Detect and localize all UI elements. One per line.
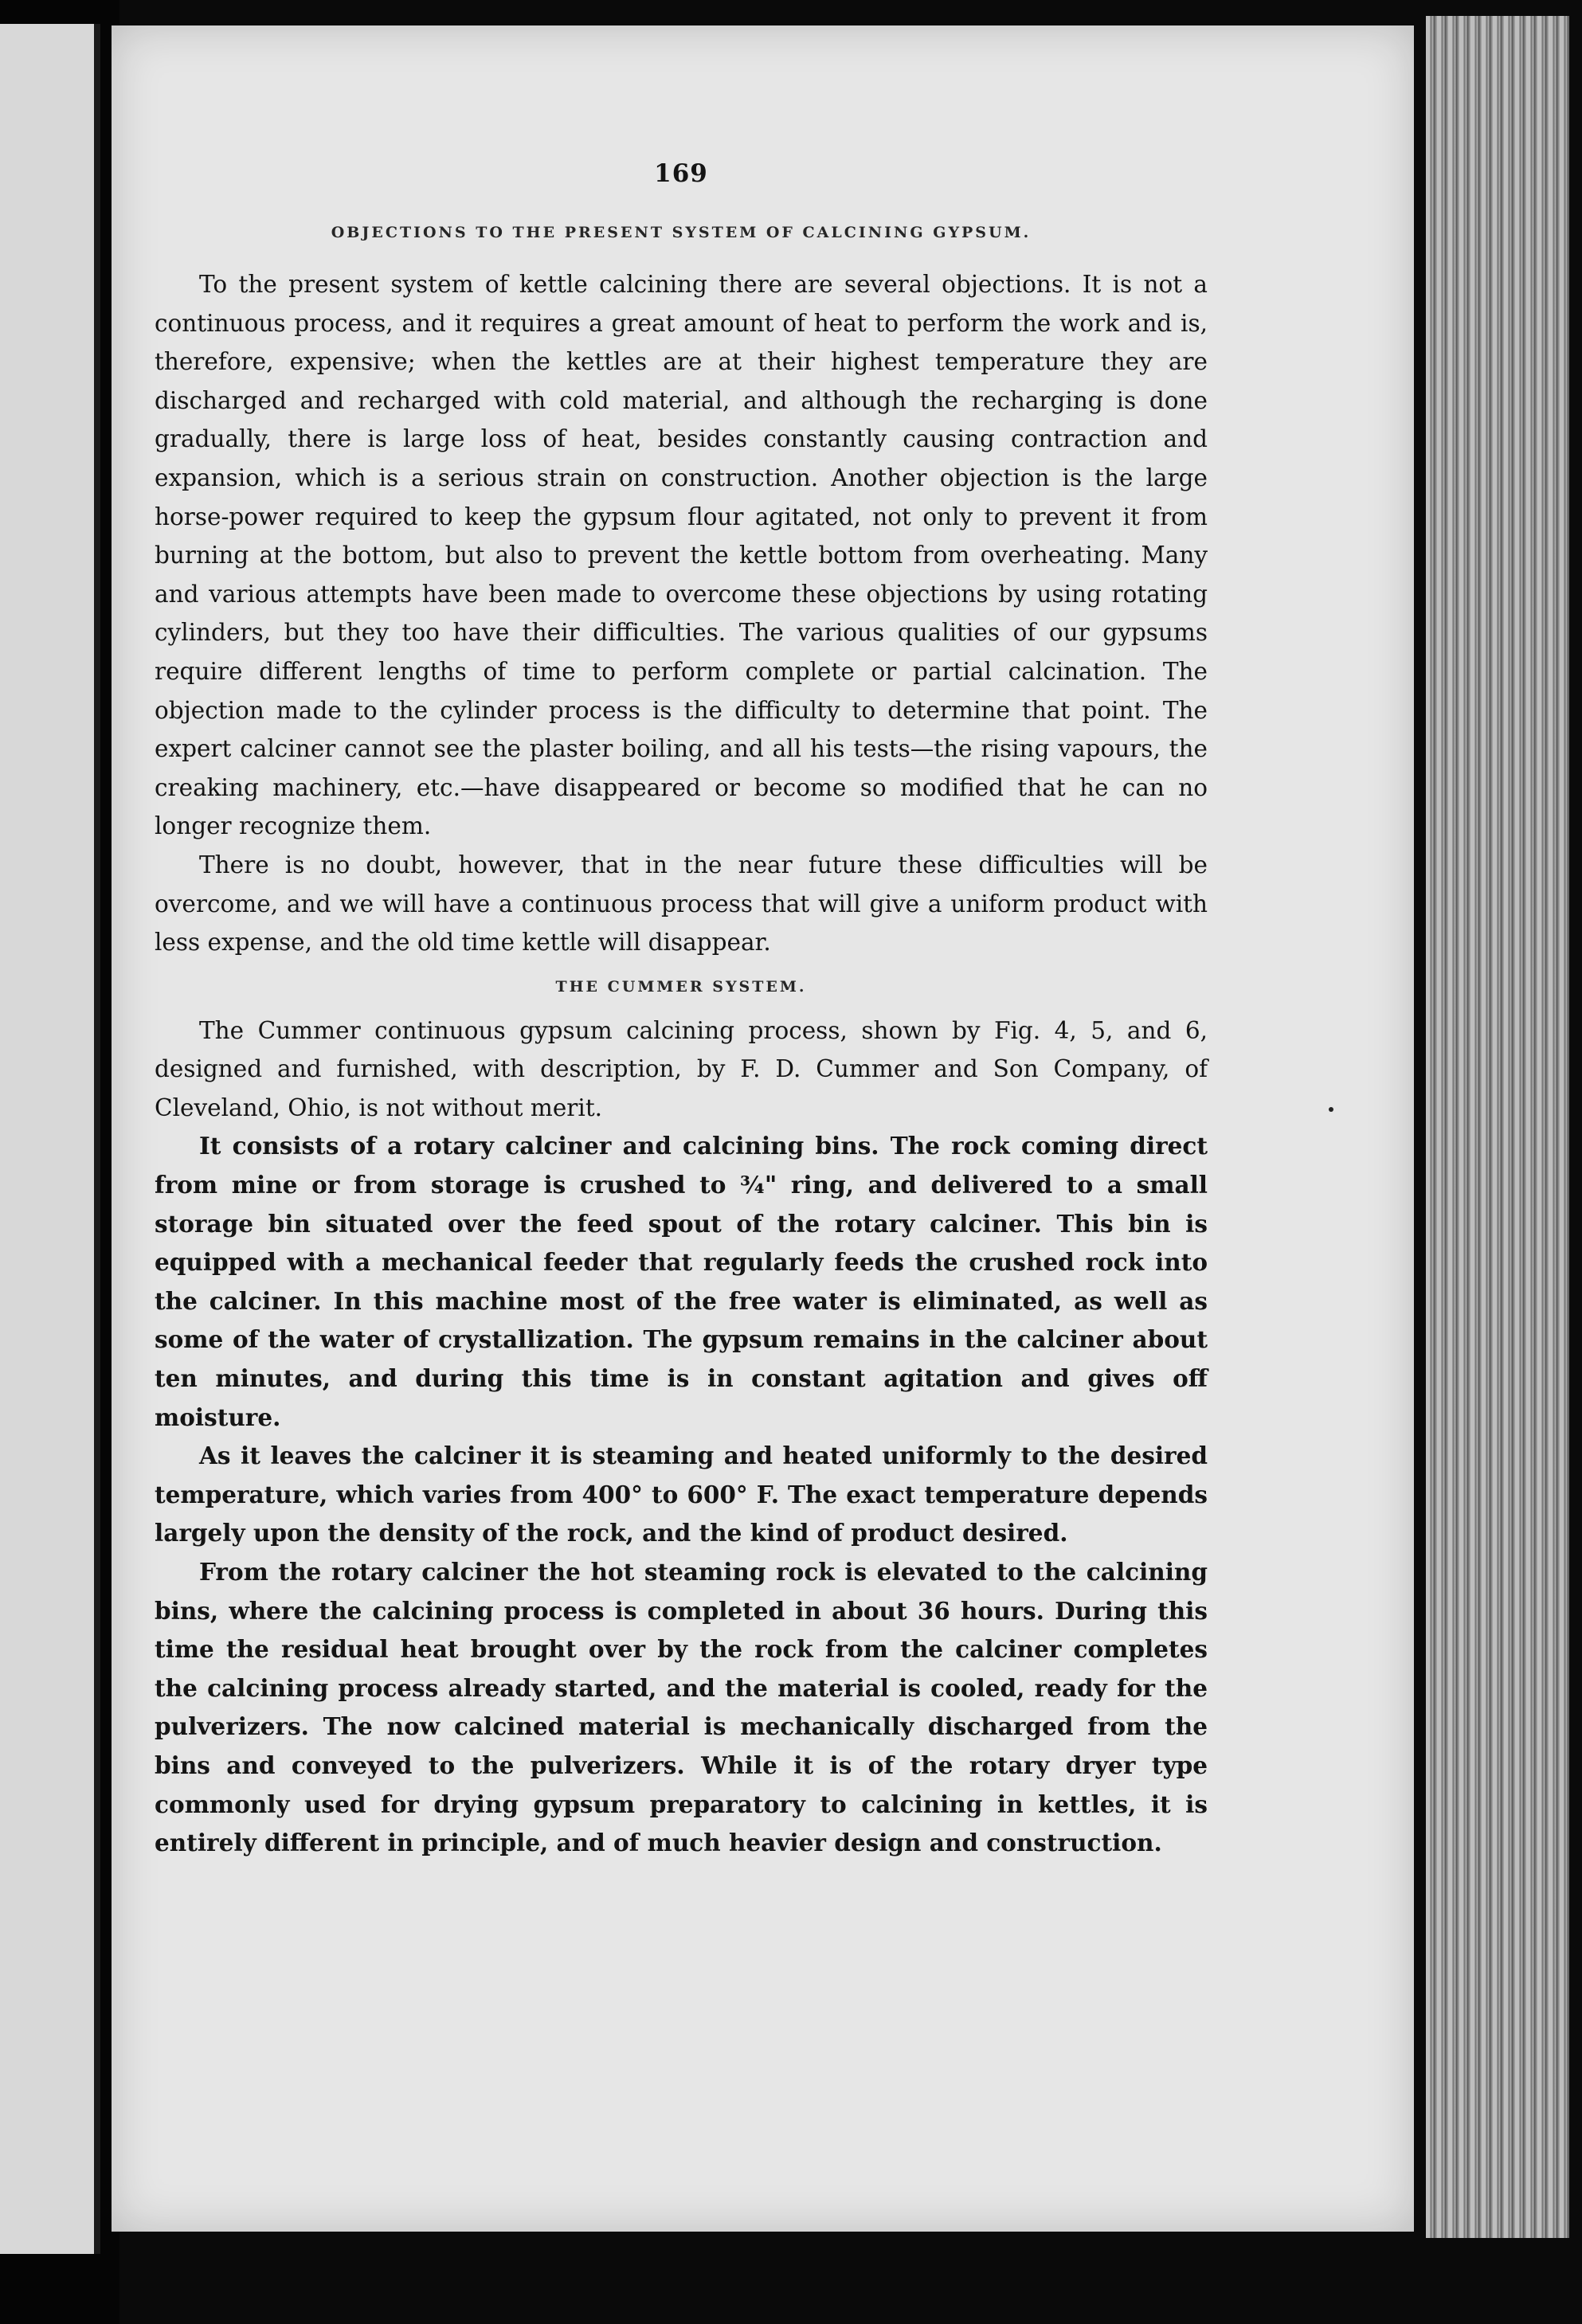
paragraph: From the rotary calciner the hot steaming rock is elevated to the calcining bins, where the calcining process is completed in about 36 hours. During this time the residual heat brought over by the rock from the calciner completes the calcining process already started, and the material is cooled, ready for the pulverizers. The now calcined material is mechanically discharged from the bins and conveyed to the pulverizers. While it is of the rotary dryer type commonly used for drying gypsum preparatory to calcining in kettles, it is entirely different in principle, and of much heavier design and construction. <box>155 1558 1208 1857</box>
section-heading-objections: OBJECTIONS TO THE PRESENT SYSTEM OF CALCINING GYPSUM. <box>331 224 1032 241</box>
page-content <box>155 159 1208 1863</box>
paragraph: To the present system of kettle calcining there are several objections. It is not a continuous process, and it requires a great amount of heat to perform the work and is, therefore, expensive; when the kettles are at their highest temperature they are discharged and recharged with cold material, and although the recharging is done gradually, there is large loss of heat, besides constantly causing contraction and expansion, which is a serious strain on construction. Another objection is the large horse-power required to keep the gypsum flour agitated, not only to prevent it from burning at the bottom, but also to prevent the kettle bottom from overheating. Many and various attempts have been made to overcome these objections by using rotating cylinders, but they too have their difficulties. The various qualities of our gypsums require different lengths of time to perform complete or partial calcination. The objection made to the cylinder process is the difficulty to determine that point. The expert calciner cannot see the plaster boiling, and all his tests—the rising vapours, the creaking machinery, etc.—have disappeared or become so modified that he can no longer recognize them. <box>155 271 1208 840</box>
facing-page-edge <box>0 24 100 2254</box>
paragraph: There is no doubt, however, that in the near future these difficulties will be overcome, and we will have a continuous process that will give a uniform product with less expense, and the old time kettle will disappear. <box>155 851 1208 957</box>
scan-speck <box>1329 1107 1333 1112</box>
paragraph: It consists of a rotary calciner and calcining bins. The rock coming direct from mine or from storage is crushed to ¾" ring, and delivered to a small storage bin situated over the feed spout of the rotary calciner. This bin is equipped with a mechanical feeder that regularly feeds the crushed rock into the calciner. In this machine most of the free water is eliminated, as well as some of the water of crystallization. The gypsum remains in the calciner about ten minutes, and during this time is in constant agitation and gives off moisture. <box>155 1132 1208 1431</box>
paragraph: As it leaves the calciner it is steaming and heated uniformly to the desired temperature, which varies from 400° to 600° F. The exact temperature depends largely upon the density of the rock, and the kind of product desired. <box>155 1442 1208 1547</box>
section-heading-cummer-system: THE CUMMER SYSTEM. <box>555 977 807 996</box>
page-number: 169 <box>654 159 708 188</box>
book-page-edges <box>1426 16 1569 2238</box>
paragraph: The Cummer continuous gypsum calcining process, shown by Fig. 4, 5, and 6, designed and furnished, with description, by F. D. Cummer and Son Company, of Cleveland, Ohio, is not without merit. <box>155 1016 1208 1121</box>
